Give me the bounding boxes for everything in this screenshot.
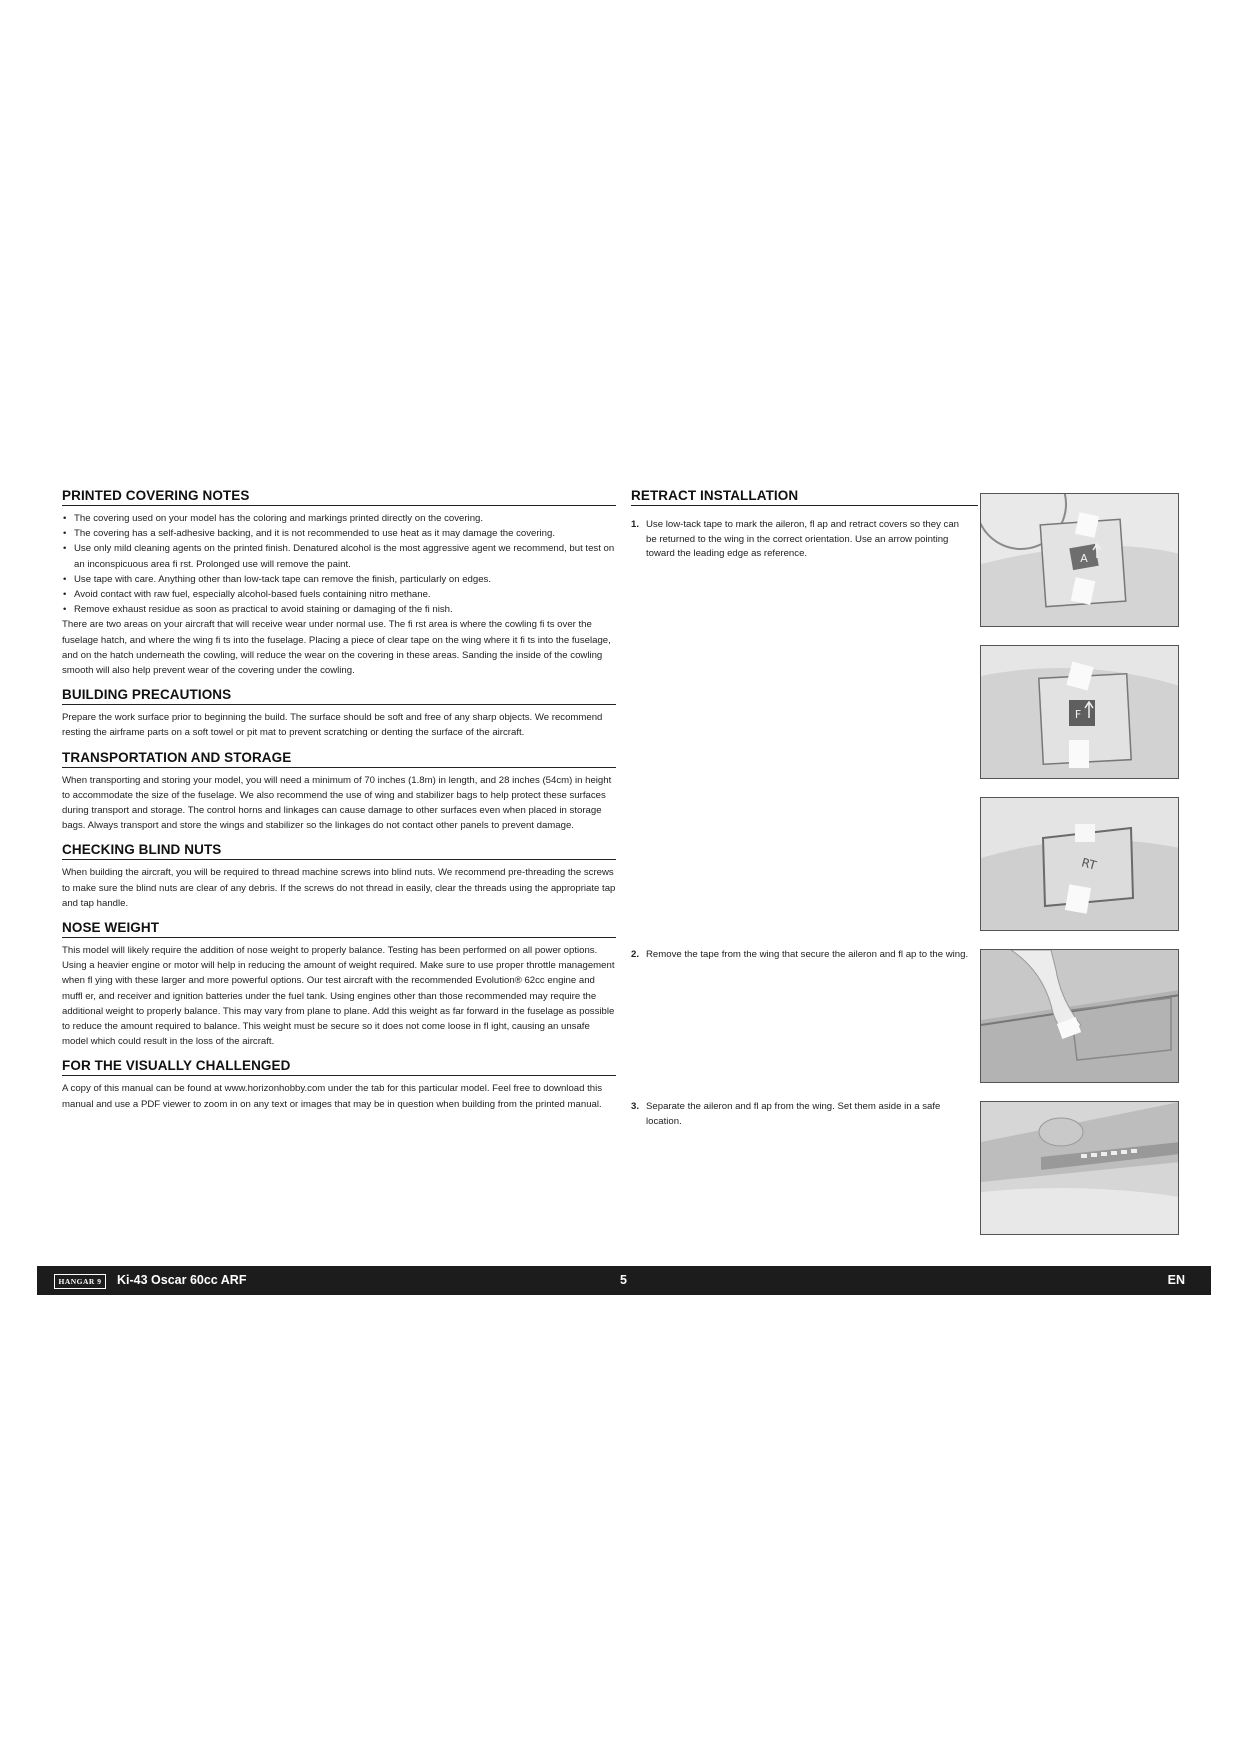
retract-step-1: 1. Use low-tack tape to mark the aileron, fl ap and retract covers so they can be returned to the wing in the correct orientation. Use an arrow pointing toward the leading edge as reference. — [631, 519, 960, 559]
left-column — [62, 488, 616, 1121]
section-visually-challenged — [62, 1058, 616, 1111]
photo-separate-drawing — [981, 1102, 1179, 1235]
transportation-storage-text: When transporting and storing your model, you will need a minimum of 70 inches (1.8m) in length, and 28 inches (54cm) in height to accommodate the size of the fuselage. We also recommend the use of wing and stabilizer bags to help protect these surfaces during transport and storage. The control horns and linkages can cause damage to other surfaces even when placed in storage bags. Always transport and store the wings and stabilizer so the linkages do not contact other panels to prevent damage. — [62, 774, 612, 832]
section-nose-weight — [62, 920, 616, 1049]
footer-language: EN — [1167, 1273, 1185, 1287]
bullet-item: • Use tape with care. Anything other than low-tack tape can remove the finish, particularly on edges. — [63, 573, 492, 585]
bullet-item: • Avoid contact with raw fuel, especially alcohol-based fuels containing nitro methane. — [63, 589, 431, 601]
photo-label-f: F — [1074, 708, 1082, 721]
photo-remove-tape — [980, 949, 1179, 1083]
section-printed-covering-notes — [62, 488, 616, 678]
photo-retract-cover-tape — [980, 797, 1179, 931]
section-transportation-storage — [62, 750, 616, 834]
photo-aileron-tape-drawing — [981, 494, 1179, 627]
hangar9-logo: HANGAR 9 — [54, 1274, 106, 1289]
photo-flap-tape — [980, 645, 1179, 779]
footer-bar — [37, 1266, 1211, 1295]
heading-retract-installation: RETRACT INSTALLATION — [631, 488, 978, 506]
photo-flap-tape-drawing — [981, 646, 1179, 779]
photo-retract-cover-drawing — [981, 798, 1179, 931]
checking-blind-nuts-text: When building the aircraft, you will be required to thread machine screws into blind nuts. We recommend pre-threading the screws to make sure the blind nuts are clear of any debris. If the screws do not thread in easily, clear the threads using the appropriate tap and tap handle. — [62, 867, 616, 909]
building-precautions-text: Prepare the work surface prior to beginning the build. The surface should be soft and free of any sharp objects. We recommend resting the airframe parts on a soft towel or pit mat to prevent scratching or denting the surface of the aircraft. — [62, 712, 603, 739]
heading-visually-challenged: FOR THE VISUALLY CHALLENGED — [62, 1058, 616, 1076]
bullet-item: • Remove exhaust residue as soon as practical to avoid staining or damaging of the fi nish. — [63, 604, 453, 616]
bullet-item: • The covering used on your model has the coloring and markings printed directly on the covering. — [63, 513, 484, 524]
photo-remove-tape-drawing — [981, 950, 1179, 1083]
retract-installation-header — [631, 488, 978, 511]
footer-model-name: Ki-43 Oscar 60cc ARF — [117, 1273, 247, 1287]
covering-bullet-list — [62, 511, 616, 617]
heading-nose-weight: NOSE WEIGHT — [62, 920, 616, 938]
photo-aileron-tape — [980, 493, 1179, 627]
section-checking-blind-nuts — [62, 842, 616, 911]
bullet-item: • The covering has a self-adhesive backing, and it is not recommended to use heat as it may damage the covering. — [63, 528, 556, 540]
bullet-item: • Use only mild cleaning agents on the printed finish. Denatured alcohol is the most aggressive agent we recommend, but test on an inconspicuous area fi rst. Prolonged use will remove the paint. — [63, 543, 615, 570]
retract-step-3: 3. Separate the aileron and fl ap from the wing. Set them aside in a safe location. — [631, 1101, 941, 1127]
visually-challenged-text: A copy of this manual can be found at www.horizonhobby.com under the tab for this particular model. Feel free to download this manual and use a PDF viewer to zoom in on any text or images that may be in question when building from the printed manual. — [62, 1083, 603, 1110]
section-building-precautions — [62, 687, 616, 740]
heading-building-precautions: BUILDING PRECAUTIONS — [62, 687, 616, 705]
heading-printed-covering-notes: PRINTED COVERING NOTES — [62, 488, 616, 506]
photo-label-rt: RT — [1080, 855, 1098, 873]
covering-wear-paragraph: There are two areas on your aircraft that will receive wear under normal use. The fi rst area is where the cowling fi ts over the fuselage hatch, and where the wing fi ts into the fuselage. Placing a piece of clear tape on the wing where it fi ts into the fuselage, and on the hatch underneath the cowling, will reduce the wear on the covering in these areas. Sanding the inside of the cowling smooth will also help prevent wear of the covering under the cowling. — [62, 619, 611, 677]
photo-separate-aileron-flap — [980, 1101, 1179, 1235]
nose-weight-text: This model will likely require the addition of nose weight to properly balance. Testing has been performed on all power options. Using a heavier engine or motor will help in reducing the amount of weight required. Make sure to use proper throttle management when fl ying with these larger and more powerful options. Our test aircraft with the recommended Evolution® 62cc engine and muffl er, and receiver and ignition batteries under the fuel tank. Using engines other than those recommended may require the additional weight to properly balance. This may vary from plane to plane. Add this weight as far forward in the fuselage as possible to reduce the amount required to balance. This weight must be secure so it does not come loose in fl ight, causing an unsafe model which could result in the loss of the aircraft. — [62, 945, 615, 1048]
retract-step-2: 2. Remove the tape from the wing that secure the aileron and fl ap to the wing. — [631, 949, 969, 960]
photo-label-a: A — [1080, 552, 1088, 565]
footer-page-number: 5 — [620, 1273, 627, 1287]
heading-transportation-storage: TRANSPORTATION AND STORAGE — [62, 750, 616, 768]
heading-checking-blind-nuts: CHECKING BLIND NUTS — [62, 842, 616, 860]
